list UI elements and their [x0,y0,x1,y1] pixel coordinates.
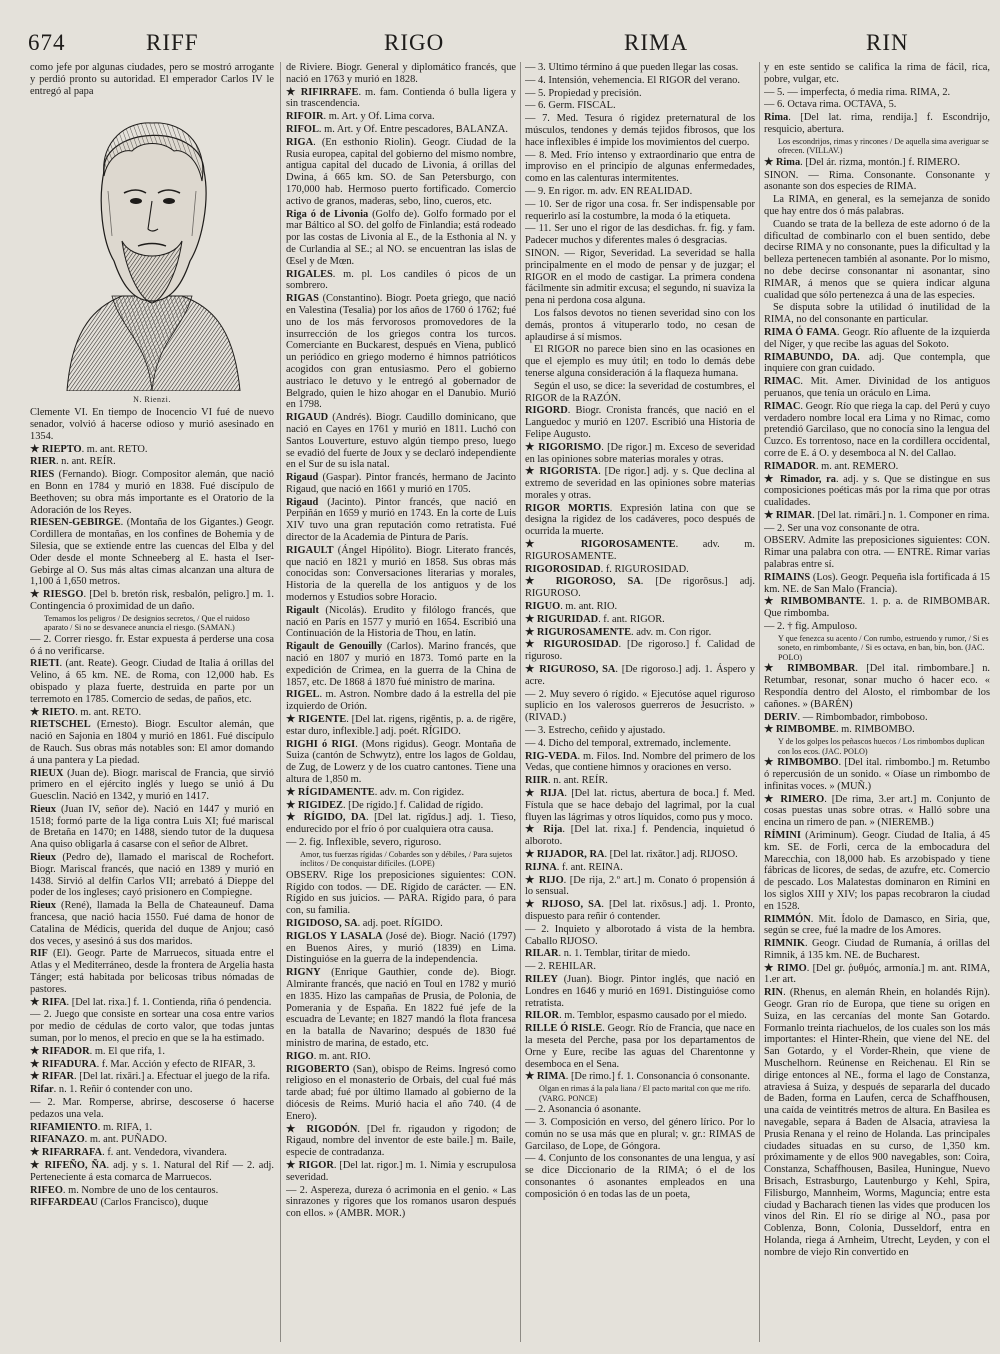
dictionary-entry: ★ RIJO. [De rija, 2.º art.] m. Conato ó propensión á lo sensual. [525,874,755,898]
dictionary-entry: Los falsos devotos no tienen severidad sino con los demás, prontos á vituperarlo todo, no cesan de aplaudirse á sí mismos. [525,307,755,343]
entry-headword: RIGOROSIDAD [525,563,601,575]
entry-headword: RIMAINS [764,571,813,583]
entry-headword: RÍMINI [764,829,806,841]
dictionary-entry: RILEY (Juan). Biogr. Pintor inglés, que nació en Londres en 1646 y murió en 1691. Distinguióse como retratista. [525,973,755,1009]
header-guide-word-4: RIN [866,30,909,55]
rienzi-portrait-illustration [52,101,252,391]
entry-headword: RIGOBERTO [286,1063,353,1075]
entry-headword: ★ RIFIRRAFE [286,86,359,98]
column-3 [525,62,755,1350]
dictionary-entry: RIFEO. m. Nombre de uno de los centauros. [30,1184,219,1196]
entry-headword: Riga ó de Livonia [286,208,373,220]
entry-headword: ★ RIMBOMBAR [764,663,856,675]
entry-headword: RIETI [30,658,60,670]
dictionary-entry: Rifar. n. 1. Reñir ó contender con uno. [30,1084,193,1096]
entry-headword: ★ RIEPTO [30,443,82,455]
dictionary-entry: ★ RIGORISTA. [De rigor.] adj. y s. Que declina al extremo de severidad en las opiniones sobre materias morales y otras. [525,466,755,501]
column-4 [764,62,990,1350]
entry-headword: RIFOL [286,123,319,135]
dictionary-entry: RIN. (Rhenus, en alemán Rhein, en holandés Rijn). Geogr. Gran río de Europa, que tiene su origen en Suiza, en las cercanías del monte San Gotardo. Formanlo treinta riachuelos, de los cuales son los más importantes: el Hinter-Rhein, que viene del NE. del San Gotardo, y el Vorder-Rhein, que viene de Muschelhorn. Reúnense en Reichenau. El Rin se dirige entonces al NE., forma el lago de Constanza, atraviesa á Suiza, y después de separarla del ducado de Baden, forma en Laufen, cerca de Schaffhousen, una caída de veintitrés metros de altura. En Basilea es navegable, separa á Baden de Alsacia, atraviesa la Prusia Renana y el reino de Holanda. Las principales ciudades situadas en su curso, de 1,350 km. próximamente y de ellos 900 navegables, son: Coira, Constanza, Schaffhousen, Basilea, Huningue, Nuevo Brisach, Estrasburgo, Lautenburgo y Kehl, Spira, Filisburgo, Mannheim, Worms, Maguncia; entre esta ciudad y Bacharach tienen las vides que producen los vinos del Rin. El río se dirige al NO., pasa por Coblenza, Bonn, Colonia, Dusseldorf, entra en Holanda, riega á Arnheim, Utrecht, Leyden, y con el nombre de viejo Rin convertido en [764,987,990,1258]
entry-headword: Rieux [30,900,61,912]
dictionary-entry: ★ RIGURIDAD. f. ant. RIGOR. [525,613,665,625]
dictionary-entry: ★ RIMO. [Del gr. ῥυθμός, armonía.] m. ant. RIMA, 1.er art. [764,962,990,986]
column-2 [286,62,516,1350]
entry-headword: RIGHI ó RIGI [286,738,356,750]
dictionary-entry: — 2. † fig. Ampuloso. [764,621,858,633]
verse-quotation: Los escondrijos, rimas y rincones / De aquella sima averiguar se ofrecen. (VILLAV.) [778,136,989,156]
dictionary-entry: ★ RIGUROSO, SA. [De rigoroso.] adj. 1. Áspero y acre. [525,664,755,687]
dictionary-entry: RIFFARDEAU (Carlos Francisco), duque [30,1197,209,1209]
entry-headword: RIJNA [525,861,557,873]
dictionary-entry: Clemente VI. En tiempo de Inocencio VI fué de nuevo senador, volvió á hacerse odioso y murió asesinado en 1354. [30,407,274,442]
header-guide-word-3: RIMA [624,30,689,55]
dictionary-entry: ★ RIEPTO. m. ant. RETO. [30,443,148,455]
entry-headword: RIESEN-GEBIRGE [30,517,121,529]
dictionary-entry: — 4. Conjunto de los consonantes de una lengua, y así se dice Diccionario de la RIMA; ó el de los consonantes ó asonantes empleados en una composición ó en todas las de un poeta, [525,1153,755,1200]
dictionary-entry: ★ RIGOROSAMENTE. adv. m. RIGUROSAMENTE. [525,539,755,562]
entry-headword: RIFOIR [286,111,324,123]
dictionary-entry: OBSERV. Rige los preposiciones siguientes: CON. Rígido con todos. — DE. Rígido de carácter. — EN. Rígido en sus juicios. — PARA. Rígido para, ó para con, su familia. [286,869,516,917]
entry-headword: ★ RÍGIDO, DA [286,812,366,824]
entry-headword: RIGIDOSO, SA [286,917,358,929]
entry-headword: RIES [30,469,59,481]
entry-headword: ★ RÍGIDAMENTE [286,786,375,798]
entry-headword: ★ RIMA [525,1071,566,1083]
entry-continuation: como jefe por algunas ciudades, pero se mostró arrogante y perdió pronto su autoridad. El emperador Carlos IV le entregó al papa [30,62,274,97]
dictionary-entry: — 2. Mar. Romperse, abrirse, descoserse ó hacerse pedazos una vela. [30,1097,274,1120]
dictionary-entry: — 3. Estrecho, ceñido y ajustado. [525,725,666,737]
entry-headword: RILEY [525,973,564,985]
entry-headword: RIFEO [30,1184,63,1196]
dictionary-entry: y en este sentido se califica la rima de fácil, rica, pobre, vulgar, etc. [764,62,990,85]
entry-headword: ★ RIGORISTA [525,466,599,478]
dictionary-entry: ★ RIMA. [De rimo.] f. 1. Consonancia ó consonante. [525,1071,750,1083]
entry-headword: ★ Rija [525,824,563,836]
entry-headword: RIFAMIENTO [30,1121,98,1133]
entry-headword: RIMABUNDO, DA [764,351,858,363]
column-divider [280,62,281,1342]
dictionary-entry: RIGIDOSO, SA. adj. poet. RÍGIDO. [286,917,443,929]
dictionary-entry: — 7. Med. Tesura ó rigidez preternatural de los músculos, tendones y demás tejidos fibrosos, que los hace inflexibles é impide los movimientos del cuerpo. [525,113,755,148]
entry-headword: ★ RIMBOMBO [764,757,839,769]
header-guide-word-1: RIFF [146,30,199,55]
entry-headword: ★ RIFA [30,996,67,1008]
dictionary-entry: ★ RIGODÓN. [Del fr. rigaudon y rigodon; de Rigaud, nombre del inventor de este baile.] m. Baile, especie de contradanza. [286,1123,516,1159]
dictionary-entry: ★ RIFARRAFA. f. ant. Vendedora, vivandera. [30,1147,227,1159]
dictionary-entry: ★ RIFADOR. m. El que rifa, 1. [30,1045,165,1057]
dictionary-entry: — 2. Aspereza, dureza ó acrimonia en el genio. « Las sinrazones y rigores que los romanos usaron después con ellos. » (AMBR. MOR.) [286,1184,516,1220]
entry-headword: RIMADOR [764,460,816,472]
entry-headword: RIGNY [286,967,332,979]
dictionary-entry: ★ RIGORISMO. [De rigor.] m. Exceso de severidad en las opiniones sobre materias morales y otras. [525,441,755,465]
entry-headword: ★ RIGORISMO [525,441,602,453]
entry-headword: ★ Rima [764,156,801,168]
page-header [28,30,982,60]
entry-headword: ★ RIMBOMBE [764,724,836,736]
entry-headword: RIFFARDEAU [30,1197,101,1209]
entry-headword: RILAR [525,948,559,960]
entry-headword: ★ RIJO [525,874,564,886]
dictionary-entry: — 11. Ser uno el rigor de las desdichas. fr. fig. y fam. Padecer muchos y diferentes males ó desgracias. [525,223,755,247]
dictionary-entry: — 5. — imperfecta, ó media rima. RIMA, 2. [764,86,951,98]
dictionary-entry: RIGEL. m. Astron. Nombre dado á la estrella del pie izquierdo de Orión. [286,689,516,713]
entry-headword: RIMMÓN [764,913,811,925]
entry-headword: ★ RIMAR [764,509,813,521]
dictionary-entry: RIJNA. f. ant. REINA. [525,861,623,873]
entry-headword: RIGA [286,136,314,148]
dictionary-entry: RIFAMIENTO. m. RIFA, 1. [30,1121,153,1133]
dictionary-entry: RIGLOS Y LASALA (José de). Biogr. Nació (1797) en Buenos Aires, y murió (1839) en Lima. Distinguióse en la guerra de la independencia. [286,930,516,966]
dictionary-entry: RIMA Ó FAMA. Geogr. Río afluente de la izquierda del Níger, y que recibe las aguas del Sokoto. [764,326,990,350]
dictionary-entry: RIMMÓN. Mit. Ídolo de Damasco, en Siria, que, según se cree, fué la madre de los Amores. [764,913,990,937]
dictionary-entry: — 4. Dicho del temporal, extremado, inclemente. [525,737,732,749]
entry-headword: RIETSCHEL [30,719,98,731]
entry-headword: RIG-VEDA [525,750,578,762]
dictionary-entry: RIMABUNDO, DA. adj. Que contempla, que inquiere con gran cuidado. [764,351,990,375]
dictionary-entry: RIMNIK. Geogr. Ciudad de Rumanía, á orillas del Rimnik, á 135 km. NE. de Bucharest. [764,938,990,961]
dictionary-entry: ★ RIGOROSO, SA. [De rigorōsus.] adj. RIGUROSO. [525,576,755,600]
dictionary-entry: de Riviere. Biogr. General y diplomático francés, que nació en 1763 y murió en 1828. [286,62,516,85]
verse-quotation: Amor, tus fuerzas rígidas / Cobardes son y débiles, / Para sujetos ínclitos / De conquistar difíciles. (LOPE) [300,849,513,869]
dictionary-entry: RIGA. (En esthonio Riolin). Geogr. Ciudad de la Rusia europea, capital del gobierno del mismo nombre, antigua capital del ducado de Livonia, á orillas del Dwina, á 665 km. SO. de San Petersburgo, con 170,000 hab. Hermoso puerto fortificado. Comercio activo de granos, maderas, sebo, lino, cueros, etc. [286,136,516,207]
dictionary-entry: RIF (El). Geogr. Parte de Marruecos, situada entre el Atlas y el Mediterráneo, desde la frontera de Argelia hasta Tánger; está habitada por belicosas tribus nómadas de pastores. [30,948,274,995]
dictionary-entry: ★ RIJOSO, SA. [Del lat. rixōsus.] adj. 1. Pronto, dispuesto para reñir ó contender. [525,899,755,922]
dictionary-entry: — 2. Correr riesgo. fr. Estar expuesta á perderse una cosa ó á no verificarse. [30,633,274,657]
dictionary-entry: RIGOBERTO (San), obispo de Reims. Ingresó como religioso en el monasterio de Orbais, del cual fué más tarde abad; fué por último llamado al gobierno de la diócesis de Reims. Murió hacia el año 740. (4 de Enero). [286,1063,516,1122]
entry-headword: RIEUX [30,767,68,779]
dictionary-entry: RIMAINS (Los). Geogr. Pequeña isla fortificada á 15 km. NE. de San Malo (Francia). [764,571,990,595]
entry-headword: ★ RIGURIDAD [525,613,599,625]
entry-headword: ★ RIFAR [30,1071,75,1083]
dictionary-entry: — 6. Germ. FISCAL. [525,100,616,112]
entry-headword: RIGAUD [286,412,333,424]
dictionary-entry: OBSERV. Admite las preposiciones siguientes: CON. Rimar una palabra con otra. — ENTRE. Rimar varias palabras entre sí. [764,535,990,571]
dictionary-entry: RIFANAZO. m. ant. PUÑADO. [30,1134,167,1146]
entry-headword: Rieux [30,803,61,815]
column-divider [759,62,760,1342]
entry-headword: Rigault de Genouilly [286,641,387,653]
dictionary-entry: RILAR. n. 1. Temblar, tiritar de miedo. [525,948,691,960]
dictionary-entry: El RIGOR no parece bien sino en las ocasiones en que el ejemplo es muy útil; en todo lo demás debe tenerse alguna consideración á la flaqueza humana. [525,344,755,379]
dictionary-entry: ★ RÍGIDAMENTE. adv. m. Con rigidez. [286,786,465,798]
dictionary-entry: DERIV. — Rimbombador, rimboboso. [764,711,928,723]
entry-headword: RIF [30,948,53,960]
dictionary-entry: — 9. En rigor. m. adv. EN REALIDAD. [525,185,693,197]
dictionary-entry: ★ RIFAR. [Del lat. rixāri.] a. Efectuar el juego de la rifa. [30,1071,270,1083]
dictionary-entry: ★ RIMBOMBO. [Del ital. rimbombo.] m. Retumbo ó repercusión de un sonido. « Oíase un rimbombo de infinitas voces. » (MUÑ.) [764,757,990,792]
entry-headword: RIER [30,456,56,468]
dictionary-entry: RIGAS (Constantino). Biogr. Poeta griego, que nació en Valestina (Tesalia) por los años de 1760 ó 1762; fué uno de los más fervorosos promovedores de la insurrección de los griegos contra los turcos. Comerciante en Buckarest, después en Viena, publicó un periódico en griego moderno é himnos patrióticos acogidos con gran entusiasmo. Pero el gobierno austriaco le detuvo y le entregó al gobernador de Belgrado, quien le hizo ahogar en el Danubio. Murió en 1798. [286,293,516,411]
entry-headword: ★ RIFEÑO, ÑA [30,1160,107,1171]
dictionary-entry: — 3. Composición en verso, del género lírico. Por lo común no se usa más que en plural; v. gr.: RIMAS de Garcilaso, de Lope, de Góngora. [525,1116,755,1152]
entry-headword: RIGALES [286,268,333,280]
dictionary-entry: Rieux (Juan IV, señor de). Nació en 1447 y murió en 1518; formó parte de la liga contra Luis XI; fué mariscal de Bretaña en 1470; en 1488, siendo tutor de la duquesa Ana quiso obligarla á casarse con el señor de Albret. [30,803,274,851]
dictionary-entry: RIGAULT (Ángel Hipólito). Biogr. Literato francés, que nació en 1821 y murió en 1858. Sus obras más conocidas son: Conversaciones literarias y morales, Historia de la querella de los antiguos y de los modernos y Estudios sobre Horacio. [286,544,516,604]
entry-headword: ★ RIMERO [764,793,825,805]
dictionary-entry: ★ RIGIDEZ. [De rígido.] f. Calidad de rígido. [286,799,484,811]
entry-headword: ★ RIMBOMBANTE [764,596,863,608]
dictionary-entry: — 4. Intensión, vehemencia. El RIGOR del verano. [525,74,740,86]
dictionary-entry: ★ RIGENTE. [Del lat. rigens, rigēntis, p. a. de rigēre, estar duro, inflexible.] adj. poét. RÍGIDO. [286,714,516,737]
dictionary-entry: Rigault de Genouilly (Carlos). Marino francés, que nació en 1807 y murió en 1873. Tomó parte en la expedición de Crimea, en la guerra de la China de 1857, etc. De 1868 á 1870 fué ministro de marina. [286,641,516,688]
dictionary-entry: Rigaud (Gaspar). Pintor francés, hermano de Jacinto Rigaud, que nació en 1661 y murió en 1705. [286,472,516,495]
entry-headword: ★ RIGUROSAMENTE [525,626,632,638]
dictionary-entry: RIGNY (Enrique Gauthier, conde de). Biogr. Almirante francés, que nació en Toul en 1782 y murió en 1835. Hizo las campañas de Prusia, de Polonia, de Pomerania y de España. En 1822 fué jefe de la escuadra de Levante; en 1827 mandó la flota francesa en la batalla de Navarino; después de 1830 fué ministro de marina, de estado, etc. [286,967,516,1049]
entry-headword: RIN [764,987,784,999]
dictionary-entry: ★ RIETO. m. ant. RETO. [30,706,142,718]
dictionary-entry: RIMAC. Geogr. Río que riega la cap. del Perú y cuyo verdadero nombre local era Lima y no Rimac, como pretendió Garcilaso, que no conocía sino la lengua del Cuzco. Es torrentoso, nace en la cordillera occidental, corre de E. á O. y desemboca al N. del Callao. [764,400,990,459]
column-1 [30,62,274,1350]
entry-headword: RIMA Ó FAMA [764,326,837,338]
dictionary-entry: RIEUX (Juan de). Biogr. mariscal de Francia, que sirvió primero en el ejército inglés y luego se unió á Du Guesclin. Nació en 1342, y murió en 1417. [30,767,274,803]
entry-headword: RIGO [286,1050,314,1062]
dictionary-entry: ★ Rima. [Del ár. rizma, montón.] f. RIMERO. [764,156,961,168]
dictionary-entry: ★ RIFIRRAFE. m. fam. Contienda ó bulla ligera y sin trascendencia. [286,86,516,110]
dictionary-entry: ★ RÍGIDO, DA. [Del lat. rigĭdus.] adj. 1. Tieso, endurecido por el frío ó por cualquiera otra causa. [286,812,516,836]
entry-headword: ★ RIGODÓN [286,1123,358,1135]
dictionary-entry: ★ RIFADURA. f. Mar. Acción y efecto de RIFAR, 3. [30,1058,256,1070]
column-divider [520,62,521,1342]
entry-headword: Rigaud [286,496,328,508]
dictionary-entry: RIMAC. Mit. Amer. Divinidad de los antiguos peruanos, que tenía un oráculo en Lima. [764,376,990,399]
dictionary-entry: ★ Rija. [Del lat. rixa.] f. Pendencia, inquietud ó alboroto. [525,824,755,848]
dictionary-entry: RIETSCHEL (Ernesto). Biogr. Escultor alemán, que nació en Sajonia en 1804 y murió en 1861. Fué discípulo de Rauch. Sus obras más notables son: El amor domando á una pantera y La piedad. [30,719,274,766]
dictionary-entry: RILLE Ó RISLE. Geogr. Río de Francia, que nace en la meseta del Perche, pasa por los departamentos de Orne y Eure, recibe las aguas del Charentonne y desemboca en el Sena. [525,1023,755,1070]
dictionary-entry: RIGALES. m. pl. Los candiles ó picos de un sombrero. [286,268,516,292]
dictionary-entry: RIG-VEDA. m. Filos. Ind. Nombre del primero de los Vedas, que contiene himnos y oraciones en verso. [525,750,755,774]
dictionary-entry: — 2. REHILAR. [525,961,596,973]
dictionary-entry: RIIR. n. ant. REÍR. [525,775,608,787]
entry-headword: ★ RIGOR [286,1159,334,1171]
dictionary-entry: RÍMINI (Ariminum). Geogr. Ciudad de Italia, á 45 km. SE. de Forli, cerca de la embocadura del Marecchia, con 18,000 hab. Es arzobispado y tiene fábricas de licores, de sedas, de azufre, etc. Comercio de pescado. Los Malatestas dominaron en Rimini en los siglos XIII y XIV; los papas recobraron la ciudad en 1528. [764,829,990,912]
dictionary-entry: — 2. fig. Inflexible, severo, riguroso. [286,837,442,848]
dictionary-entry: ★ RIGOR. [Del lat. rigor.] m. 1. Nimia y escrupulosa severidad. [286,1159,516,1183]
entry-headword: RIGLOS Y LASALA [286,930,386,942]
entry-headword: RIMAC [764,376,801,388]
entry-headword: ★ Rimador, ra [764,473,836,485]
entry-headword: Rigaud [286,472,323,484]
entry-headword: RIGUO [525,601,561,613]
entry-headword: RILOR [525,1010,560,1022]
entry-headword: ★ RIJOSO, SA [525,899,602,911]
dictionary-entry: RIGOR MORTIS. Expresión latina con que se designa la rigidez de los cadáveres, poco después de ocurrida la muerte. [525,502,755,538]
dictionary-entry: RIGHI ó RIGI. (Mons rigidus). Geogr. Montaña de Suiza (cantón de Schwytz), entre los lagos de Goldau, de Zug, de Lowerz y de los cuatro cantones. Tiene una altura de 1,850 m. [286,738,516,786]
dictionary-entry: ★ RIMERO. [De rima, 3.er art.] m. Conjunto de cosas puestas unas sobre otras. « Halló sobre una encina un rimero de pan. » (NIEREMB.) [764,793,990,829]
dictionary-entry: ★ RIGUROSIDAD. [De rigoroso.] f. Calidad de riguroso. [525,639,755,663]
entry-headword: RIIR [525,775,549,787]
dictionary-entry: La RIMA, en general, es la semejanza de sonido que hay entre dos ó más palabras. [764,194,990,217]
dictionary-entry: ★ RIMBOMBE. m. RIMBOMBO. [764,724,915,736]
dictionary-entry: Riga ó de Livonia (Golfo de). Golfo formado por el mar Báltico al SO. del golfo de Finlandia; está rodeado por las costas de Livonia al E., de la Esthonia al N. y de Curlandia al SE.; al NO. se encuentran las islas de Œsel y de Mœn. [286,208,516,267]
entry-headword: RIGAS [286,293,323,305]
verse-quotation: Temamos los peligros / De designios secretos, / Que el ruidoso aparato / Si no se desvanece anuncia el riesgo. (SAMAN.) [44,613,250,633]
dictionary-entry: ★ RIJADOR, RA. [Del lat. rixātor.] adj. RIJOSO. [525,849,738,860]
dictionary-entry: RIGOROSIDAD. f. RIGUROSIDAD. [525,563,689,575]
dictionary-entry: ★ RIJA. [Del lat. rictus, abertura de boca.] f. Med. Fístula que se hace debajo del lagrimal, por la cual fluyen las lágrimas y otros líquidos, como pus y moco. [525,788,755,823]
entry-headword: ★ RIESGO [30,589,84,601]
dictionary-entry: SINON. — Rigor, Severidad. La severidad se halla principalmente en el modo de pensar y de juzgar; el RIGOR en el modo de castigar. La primera condena fácilmente sin admitir excusa; el segundo, ni suaviza la pena ni perdona cosa alguna. [525,247,755,307]
dictionary-entry: RIGO. m. ant. RIO. [286,1050,371,1062]
entry-headword: ★ RIGOROSAMENTE [525,539,676,551]
entry-headword: ★ RIGOROSO, SA [525,576,641,588]
entry-headword: RIMNIK [764,938,805,950]
dictionary-entry: Rigaud (Jacinto). Pintor francés, que nació en Perpiñán en 1659 y murió en 1743. En la corte de Luis XIV tuvo una gran reputación como retratista. Fué director de la Academia de Pintura de París. [286,496,516,544]
entry-headword: Rigault [286,604,326,616]
entry-headword: ★ RIGIDEZ [286,799,343,811]
page-number: 674 [28,30,66,55]
verse-quotation: Y de los golpes los peñascos huecos / Los rimbombos duplican con los ecos. (JAC. POLO) [778,737,985,756]
dictionary-entry: Rieux (René), llamada la Bella de Chateauneuf. Dama francesa, que nació hacia 1550. Fué dama de honor de Catalina de Médicis, querida del duque de Anjou; casó dos veces, y asesinó á sus dos maridos. [30,900,274,947]
dictionary-entry: RIER. n. ant. REÍR. [30,456,116,468]
dictionary-entry: Rieux (Pedro de), llamado el mariscal de Rochefort. Biogr. Mariscal francés, que nació en 1389 y murió en 1438. Sirvió al delfín Carlos VII; arrebató á Dieppe del poder de los ingleses; cayó prisionero en Compiegne. [30,852,274,899]
dictionary-entry: RIESEN-GEBIRGE. (Montaña de los Gigantes.) Geogr. Cordillera de montañas, en los confines de Bohemia y de Silesia, que se extiende entre las cuencas del Elba y del Oder desde el monte Schneeberg al E. hasta el Iser-Gebirge al O. Sus más altas cimas alcanzan una altura de 1,100 á 1,650 metros. [30,517,274,588]
entry-headword: ★ RIJA [525,788,565,800]
entry-headword: ★ RIGUROSIDAD [525,639,619,651]
dictionary-entry: Cuando se trata de la belleza de este adorno ó de la dificultad de combinarlo con el buen sentido, debe decirse RIMA y no consonante, pues la dificultad y la belleza pertenecen también al asonante. Por lo mismo, no debe decirse consonantar ni asonantar, sino RIMAR, á menos que se quiera indicar alguna cualidad que sólo pertenezca á una de las especies. [764,218,990,301]
dictionary-entry: RIGORD. Biogr. Cronista francés, que nació en el Languedoc y murió en 1207. Escribió una Historia de Felipe Augusto. [525,405,755,440]
entry-headword: RILLE Ó RISLE [525,1023,603,1035]
dictionary-entry: — 2. Asonancia ó asonante. [525,1104,642,1116]
dictionary-entry: RIFOIR. m. Art. y Of. Lima corva. [286,111,435,123]
dictionary-entry: Rima. [Del lat. rima, rendija.] f. Escondrijo, resquicio, abertura. [764,112,990,135]
dictionary-entry: — 2. Inquieto y alborotado á vista de la hembra. Caballo RIJOSO. [525,923,755,947]
dictionary-entry: ★ RIESGO. [Del b. bretón risk, resbalón, peligro.] m. 1. Contingencia ó proximidad de un daño. [30,589,274,612]
dictionary-entry: Se disputa sobre la utilidad ó inutilidad de la RIMA, no del consonante en particular. [764,302,990,326]
entry-headword: ★ RIGUROSO, SA [525,664,616,676]
dictionary-entry: ★ RIFEÑO, ÑA. adj. y s. 1. Natural del Rif — 2. adj. Perteneciente á esta comarca de Marruecos. [30,1160,274,1183]
dictionary-entry: RIFOL. m. Art. y Of. Entre pescadores, BALANZA. [286,123,508,135]
dictionary-entry: RIES (Fernando). Biogr. Compositor alemán, que nació en Bonn en 1784 y murió en 1838. Fué discípulo de Beethoven; su obra más importante es el Oratorio de la Adoración de los Reyes. [30,469,274,516]
entry-headword: Rieux [30,852,63,864]
dictionary-entry: ★ RIMBOMBAR. [Del ital. rimbombare.] n. Retumbar, resonar, sonar mucho ó hacer eco. « Respondía dentro del Alosto, el rimbombar de los cañones. » (BARÉN) [764,663,990,710]
verse-quotation: Olgan en rimas á la pala liana / El pacto marital con que me rifo. (VARG. PONCE) [539,1084,751,1103]
dictionary-entry: Rigault (Nicolás). Erudito y filólogo francés, que nació en París en 1577 y murió en 1654. Escribió una Continuación de la Historia de Thou, en latín. [286,604,516,640]
dictionary-entry: Según el uso, se dice: la severidad de costumbres, el RIGOR de la RAZÓN. [525,380,755,404]
dictionary-entry: RIMADOR. m. ant. REMERO. [764,460,899,472]
entry-headword: ★ RIETO [30,706,76,718]
dictionary-entry: ★ RIGUROSAMENTE. adv. m. Con rigor. [525,626,712,638]
dictionary-entry: — 2. Ser una voz consonante de otra. [764,522,920,534]
entry-headword: ★ RIGENTE [286,714,347,726]
entry-headword: ★ RIMO [764,962,807,974]
dictionary-entry: RIGUO. m. ant. RIO. [525,601,618,613]
dictionary-entry: — 2. Juego que consiste en sortear una cosa entre varios por medio de cédulas de corto valor, que todas juntas suman, por lo menos, el precio en que se la ha estimado. [30,1009,274,1045]
portrait-caption: N. Rienzi. [133,395,171,405]
dictionary-entry: ★ RIMAR. [Del lat. rimāri.] n. 1. Componer en rima. [764,509,990,521]
dictionary-entry: — 6. Octava rima. OCTAVA, 5. [764,99,897,111]
entry-headword: ★ RIJADOR, RA [525,849,605,860]
entry-headword: ★ RIFARRAFA [30,1147,103,1159]
entry-headword: RIMAC [764,400,801,412]
entry-headword: Rifar [30,1084,54,1096]
entry-headword: ★ RIFADURA [30,1058,97,1070]
entry-headword: RIFANAZO [30,1134,85,1146]
dictionary-entry: — 8. Med. Frío intenso y extraordinario que entra de improviso en el principio de algunas enfermedades, como en las calenturas intermitentes. [525,149,755,185]
entry-headword: RIGAULT [286,544,338,556]
dictionary-entry: RILOR. m. Temblor, espasmo causado por el miedo. [525,1010,747,1022]
dictionary-entry: ★ Rimador, ra. adj. y s. Que se distingue en sus composiciones poéticas más por la rima que por otras cualidades. [764,473,990,509]
entry-headword: ★ RIFADOR [30,1045,90,1057]
dictionary-entry: RIGAUD (Andrés). Biogr. Caudillo dominicano, que nació en Cayes en 1761 y murió en 1811. Luchó con Santos Louverture, estuvo algún tiempo preso, luego se evadió del fuerte de Joux y se declaró independiente en el Sur de su isla natal. [286,412,516,471]
dictionary-entry: — 3. Último término á que pueden llegar las cosas. [525,62,739,73]
dictionary-entry: — 2. Muy severo ó rígido. « Ejecutóse aquel riguroso suplicio en los valerosos guerreros de Jesucristo. » (RIVAD.) [525,688,755,724]
dictionary-entry: ★ RIMBOMBANTE. 1. p. a. de RIMBOMBAR. Que rimbomba. [764,596,990,620]
dictionary-entry: — 5. Propiedad y precisión. [525,87,642,99]
entry-headword: DERIV [764,711,798,723]
entry-headword: Rima [764,112,789,124]
entry-headword: RIGOR MORTIS [525,502,610,514]
verse-quotation: Y que fenezca su acento / Con rumbo, estruendo y rumor, / Si es soneto, en rimbombante, / Si es octava, en ban, bin, bon. (JAC. POLO) [778,633,989,662]
header-guide-word-2: RIGO [384,30,445,55]
entry-headword: RIGORD [525,405,568,417]
dictionary-entry: RIETI. (ant. Reate). Geogr. Ciudad de Italia á orillas del Velino, á 65 km. NE. de Roma, con 12,000 hab. Es obispado y plaza fuerte, destruida en parte por un terremoto en 1785. Comercio de sedas, de paños, etc. [30,658,274,705]
dictionary-entry: — 10. Ser de rigor una cosa. fr. Ser indispensable por requerirlo así la costumbre, la moda ó la etiqueta. [525,198,755,222]
dictionary-entry: SINON. — Rima. Consonante. Consonante y asonante son dos especies de RIMA. [764,169,990,193]
entry-headword: RIGEL [286,689,320,701]
dictionary-entry: ★ RIFA. [Del lat. rixa.] f. 1. Contienda, riña ó pendencia. [30,996,272,1008]
